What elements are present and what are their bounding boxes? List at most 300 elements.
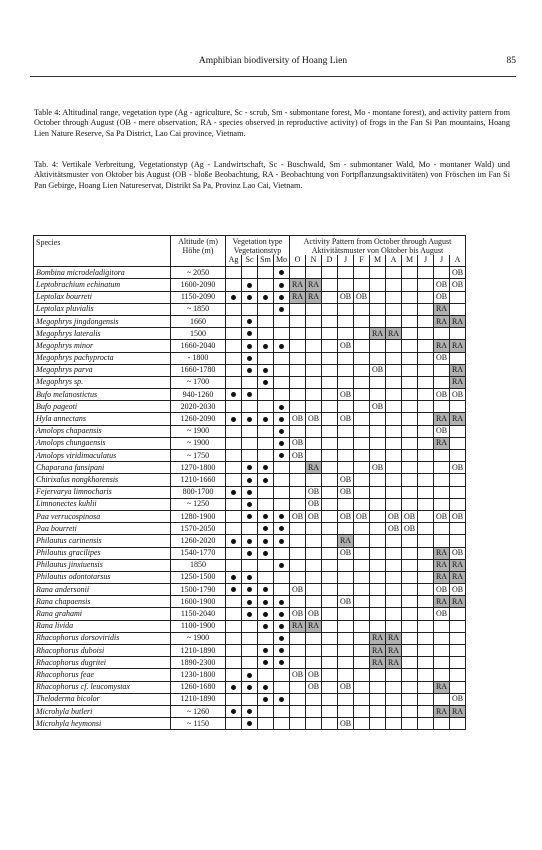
- activity-cell: RA: [450, 571, 466, 583]
- vegetation-cell: [274, 620, 290, 632]
- activity-cell: [290, 596, 306, 608]
- activity-cell: OB: [338, 718, 354, 730]
- activity-cell: [322, 632, 338, 644]
- vegetation-cell: [274, 267, 290, 279]
- activity-cell: RA: [370, 328, 386, 340]
- vegetation-cell: [258, 535, 274, 547]
- presence-dot-icon: [263, 539, 268, 544]
- table-row: [34, 571, 466, 583]
- activity-cell: [290, 693, 306, 705]
- month-col-header: F: [354, 255, 370, 267]
- species-name: Fejervarya limnocharis: [34, 486, 171, 498]
- table-row: [34, 425, 466, 437]
- activity-cell: [354, 718, 370, 730]
- activity-cell: [450, 486, 466, 498]
- vegetation-header-en: Vegetation type: [232, 237, 283, 246]
- activity-cell: OB: [386, 523, 402, 535]
- presence-dot-icon: [279, 270, 284, 275]
- species-name: Megophrys pachyprocta: [34, 352, 171, 364]
- activity-cell: OB: [434, 584, 450, 596]
- presence-dot-icon: [263, 478, 268, 483]
- activity-cell: [402, 376, 418, 388]
- activity-cell: OB: [338, 681, 354, 693]
- table-row: [34, 498, 466, 510]
- activity-cell: [290, 267, 306, 279]
- activity-cell: [450, 523, 466, 535]
- vegetation-cell: [274, 632, 290, 644]
- vegetation-cell: [242, 669, 258, 681]
- vegetation-cell: [226, 608, 242, 620]
- altitude-range: 1260-2090: [171, 413, 226, 425]
- vegetation-cell: [226, 474, 242, 486]
- activity-cell: [418, 669, 434, 681]
- presence-dot-icon: [263, 380, 268, 385]
- species-name: Rhacophorus dorsoviridis: [34, 632, 171, 644]
- activity-cell: OB: [402, 510, 418, 522]
- presence-dot-icon: [231, 417, 236, 422]
- table-row: [34, 291, 466, 303]
- altitude-range: 1230-1800: [171, 669, 226, 681]
- activity-cell: RA: [434, 559, 450, 571]
- activity-cell: [322, 340, 338, 352]
- activity-cell: RA: [450, 315, 466, 327]
- vegetation-cell: [242, 547, 258, 559]
- species-name: Bombina microdeladigitora: [34, 267, 171, 279]
- presence-dot-icon: [231, 490, 236, 495]
- activity-cell: [434, 693, 450, 705]
- activity-cell: [450, 535, 466, 547]
- activity-cell: OB: [306, 413, 322, 425]
- activity-cell: [402, 425, 418, 437]
- altitude-range: 1280-1900: [171, 510, 226, 522]
- activity-cell: OB: [338, 486, 354, 498]
- month-col-header: A: [450, 255, 466, 267]
- activity-cell: [338, 608, 354, 620]
- table-row: [34, 364, 466, 376]
- presence-dot-icon: [247, 319, 252, 324]
- activity-cell: [434, 401, 450, 413]
- vegetation-cell: [274, 535, 290, 547]
- activity-cell: [322, 425, 338, 437]
- activity-cell: RA: [434, 340, 450, 352]
- activity-cell: [354, 364, 370, 376]
- activity-cell: RA: [386, 645, 402, 657]
- activity-cell: [322, 303, 338, 315]
- activity-cell: [418, 559, 434, 571]
- activity-cell: [370, 523, 386, 535]
- vegetation-cell: [274, 352, 290, 364]
- vegetation-cell: [226, 315, 242, 327]
- activity-cell: [434, 376, 450, 388]
- presence-dot-icon: [263, 417, 268, 422]
- vegetation-header-de: Vegetationstyp: [233, 246, 282, 255]
- activity-cell: [322, 681, 338, 693]
- activity-cell: [402, 279, 418, 291]
- activity-cell: OB: [290, 608, 306, 620]
- activity-cell: [402, 315, 418, 327]
- table-row: [34, 705, 466, 717]
- activity-cell: OB: [290, 510, 306, 522]
- activity-cell: [402, 498, 418, 510]
- altitude-range: 1500: [171, 328, 226, 340]
- activity-cell: [402, 620, 418, 632]
- vegetation-cell: [226, 389, 242, 401]
- species-name: Leptolax bourreti: [34, 291, 171, 303]
- table-row: [34, 608, 466, 620]
- activity-cell: [450, 632, 466, 644]
- vegetation-col-header: Sm: [258, 255, 274, 267]
- activity-cell: [370, 376, 386, 388]
- vegetation-cell: [258, 291, 274, 303]
- vegetation-cell: [274, 681, 290, 693]
- vegetation-col-header: Ag: [226, 255, 242, 267]
- presence-dot-icon: [263, 526, 268, 531]
- activity-cell: [338, 437, 354, 449]
- running-title: Amphibian biodiversity of Hoang Lien: [198, 56, 348, 66]
- table-row: [34, 303, 466, 315]
- activity-cell: RA: [450, 340, 466, 352]
- vegetation-cell: [242, 718, 258, 730]
- activity-cell: OB: [450, 279, 466, 291]
- species-name: Rhacophorus dugritei: [34, 657, 171, 669]
- activity-cell: [354, 632, 370, 644]
- activity-cell: [450, 620, 466, 632]
- activity-cell: RA: [434, 547, 450, 559]
- presence-dot-icon: [247, 539, 252, 544]
- activity-cell: [322, 559, 338, 571]
- presence-dot-icon: [231, 575, 236, 580]
- activity-cell: OB: [450, 462, 466, 474]
- activity-header-en: Activity Pattern from October through August: [303, 237, 452, 246]
- activity-cell: OB: [338, 474, 354, 486]
- presence-dot-icon: [247, 673, 252, 678]
- activity-cell: [418, 450, 434, 462]
- activity-cell: [322, 571, 338, 583]
- activity-cell: [322, 486, 338, 498]
- species-name: Microhyla heymonsi: [34, 718, 171, 730]
- table-row: [34, 267, 466, 279]
- activity-cell: [290, 498, 306, 510]
- altitude-range: 1260-2020: [171, 535, 226, 547]
- vegetation-cell: [274, 657, 290, 669]
- presence-dot-icon: [263, 368, 268, 373]
- activity-cell: [402, 450, 418, 462]
- activity-cell: [402, 535, 418, 547]
- activity-cell: RA: [386, 657, 402, 669]
- activity-cell: [386, 340, 402, 352]
- altitude-header-en: Altitude (m): [178, 237, 218, 246]
- vegetation-col-header: Sc: [242, 255, 258, 267]
- table-row: [34, 352, 466, 364]
- vegetation-col-header: Mo: [274, 255, 290, 267]
- table-row: [34, 376, 466, 388]
- altitude-range: 2020-2030: [171, 401, 226, 413]
- activity-cell: [306, 559, 322, 571]
- activity-cell: [386, 669, 402, 681]
- activity-cell: [386, 364, 402, 376]
- presence-dot-icon: [279, 636, 284, 641]
- activity-cell: [418, 340, 434, 352]
- altitude-header-de: Höhe (m): [182, 246, 214, 255]
- vegetation-cell: [258, 693, 274, 705]
- activity-cell: [402, 718, 418, 730]
- activity-cell: [322, 608, 338, 620]
- presence-dot-icon: [247, 612, 252, 617]
- activity-cell: [354, 303, 370, 315]
- activity-cell: [290, 535, 306, 547]
- activity-cell: [290, 632, 306, 644]
- altitude-range: ~ 1850: [171, 303, 226, 315]
- vegetation-cell: [274, 510, 290, 522]
- species-name: Microhyla butleri: [34, 705, 171, 717]
- vegetation-cell: [226, 486, 242, 498]
- activity-cell: [290, 364, 306, 376]
- activity-cell: [354, 340, 370, 352]
- activity-cell: OB: [338, 291, 354, 303]
- activity-cell: [418, 608, 434, 620]
- activity-cell: [418, 620, 434, 632]
- altitude-range: 1250-1500: [171, 571, 226, 583]
- activity-cell: RA: [450, 413, 466, 425]
- activity-cell: [354, 425, 370, 437]
- presence-dot-icon: [279, 624, 284, 629]
- vegetation-cell: [226, 571, 242, 583]
- table-row: [34, 279, 466, 291]
- species-header: Species: [34, 236, 171, 267]
- table-row: [34, 718, 466, 730]
- species-name: Megophrys parva: [34, 364, 171, 376]
- activity-cell: [434, 535, 450, 547]
- activity-cell: [322, 535, 338, 547]
- vegetation-cell: [242, 632, 258, 644]
- vegetation-cell: [242, 510, 258, 522]
- activity-cell: [322, 450, 338, 462]
- vegetation-cell: [274, 486, 290, 498]
- species-name: Chaparana fansipani: [34, 462, 171, 474]
- activity-cell: [338, 425, 354, 437]
- month-col-header: M: [370, 255, 386, 267]
- species-table: [33, 235, 466, 730]
- presence-dot-icon: [279, 697, 284, 702]
- vegetation-cell: [274, 376, 290, 388]
- activity-cell: [322, 389, 338, 401]
- activity-cell: OB: [338, 510, 354, 522]
- table-row: [34, 559, 466, 571]
- activity-cell: OB: [306, 681, 322, 693]
- altitude-range: 1150-2090: [171, 291, 226, 303]
- activity-cell: [354, 498, 370, 510]
- vegetation-cell: [242, 267, 258, 279]
- vegetation-cell: [258, 547, 274, 559]
- vegetation-cell: [274, 413, 290, 425]
- vegetation-cell: [274, 425, 290, 437]
- month-col-header: J: [338, 255, 354, 267]
- activity-cell: [418, 389, 434, 401]
- activity-cell: [354, 535, 370, 547]
- presence-dot-icon: [263, 685, 268, 690]
- activity-cell: [450, 352, 466, 364]
- activity-cell: RA: [434, 315, 450, 327]
- vegetation-cell: [226, 437, 242, 449]
- activity-cell: [322, 693, 338, 705]
- table-row: [34, 474, 466, 486]
- presence-dot-icon: [279, 307, 284, 312]
- month-col-header: D: [322, 255, 338, 267]
- activity-cell: [322, 413, 338, 425]
- activity-cell: [402, 291, 418, 303]
- vegetation-cell: [258, 571, 274, 583]
- presence-dot-icon: [279, 563, 284, 568]
- table-row: [34, 340, 466, 352]
- vegetation-cell: [242, 462, 258, 474]
- vegetation-cell: [242, 389, 258, 401]
- activity-cell: OB: [434, 279, 450, 291]
- presence-dot-icon: [279, 417, 284, 422]
- activity-cell: [418, 462, 434, 474]
- activity-cell: [418, 681, 434, 693]
- activity-cell: [322, 267, 338, 279]
- presence-dot-icon: [279, 344, 284, 349]
- activity-cell: OB: [338, 340, 354, 352]
- activity-cell: OB: [354, 291, 370, 303]
- activity-cell: [370, 608, 386, 620]
- activity-cell: OB: [290, 584, 306, 596]
- presence-dot-icon: [263, 600, 268, 605]
- month-col-header: N: [306, 255, 322, 267]
- activity-cell: [306, 693, 322, 705]
- activity-cell: [354, 584, 370, 596]
- species-name: Theloderma bicolor: [34, 693, 171, 705]
- activity-cell: [370, 559, 386, 571]
- species-name: Amolops viridimaculatus: [34, 450, 171, 462]
- table-row: [34, 693, 466, 705]
- species-name: Rhacophorus cf. leucomystax: [34, 681, 171, 693]
- activity-cell: [306, 645, 322, 657]
- presence-dot-icon: [247, 490, 252, 495]
- presence-dot-icon: [247, 392, 252, 397]
- activity-cell: [434, 523, 450, 535]
- vegetation-cell: [226, 693, 242, 705]
- activity-cell: [402, 340, 418, 352]
- activity-cell: [418, 425, 434, 437]
- activity-cell: [338, 584, 354, 596]
- presence-dot-icon: [279, 295, 284, 300]
- activity-cell: [434, 328, 450, 340]
- activity-cell: [402, 645, 418, 657]
- vegetation-cell: [226, 303, 242, 315]
- activity-cell: [434, 462, 450, 474]
- activity-cell: [290, 389, 306, 401]
- activity-cell: [386, 705, 402, 717]
- vegetation-cell: [274, 401, 290, 413]
- altitude-range: 1150-2040: [171, 608, 226, 620]
- altitude-range: 1100-1900: [171, 620, 226, 632]
- vegetation-cell: [258, 315, 274, 327]
- table-row: [34, 584, 466, 596]
- activity-cell: [450, 645, 466, 657]
- species-name: Rana chapaensis: [34, 596, 171, 608]
- species-name: Chirixalus nongkhorensis: [34, 474, 171, 486]
- activity-cell: OB: [338, 389, 354, 401]
- activity-cell: [338, 632, 354, 644]
- presence-dot-icon: [263, 648, 268, 653]
- activity-cell: [386, 718, 402, 730]
- activity-cell: [402, 571, 418, 583]
- activity-cell: [338, 267, 354, 279]
- activity-cell: [386, 267, 402, 279]
- vegetation-cell: [258, 474, 274, 486]
- activity-cell: [402, 328, 418, 340]
- activity-cell: OB: [370, 401, 386, 413]
- vegetation-cell: [242, 657, 258, 669]
- activity-cell: [322, 657, 338, 669]
- activity-cell: [402, 705, 418, 717]
- vegetation-cell: [242, 608, 258, 620]
- activity-cell: [306, 401, 322, 413]
- vegetation-cell: [226, 401, 242, 413]
- activity-cell: [450, 303, 466, 315]
- presence-dot-icon: [279, 405, 284, 410]
- activity-cell: [450, 437, 466, 449]
- activity-header: [290, 236, 466, 256]
- activity-cell: [386, 425, 402, 437]
- species-name: Megophrys jingdongensis: [34, 315, 171, 327]
- activity-cell: [354, 413, 370, 425]
- altitude-range: 1600-1900: [171, 596, 226, 608]
- altitude-range: 1660: [171, 315, 226, 327]
- activity-cell: [290, 571, 306, 583]
- altitude-range: 1210-1890: [171, 645, 226, 657]
- activity-cell: [450, 328, 466, 340]
- activity-cell: [322, 352, 338, 364]
- species-name: Megophrys sp.: [34, 376, 171, 388]
- altitude-range: 1570-2050: [171, 523, 226, 535]
- activity-cell: RA: [306, 279, 322, 291]
- vegetation-cell: [226, 559, 242, 571]
- activity-cell: [434, 474, 450, 486]
- activity-cell: [434, 364, 450, 376]
- activity-cell: OB: [434, 352, 450, 364]
- activity-cell: OB: [434, 510, 450, 522]
- activity-cell: [306, 596, 322, 608]
- activity-cell: [402, 693, 418, 705]
- species-name: Paa bourreti: [34, 523, 171, 535]
- activity-cell: [402, 364, 418, 376]
- vegetation-cell: [274, 340, 290, 352]
- activity-cell: [418, 632, 434, 644]
- caption-german: Tab. 4: Vertikale Verbreitung, Vegetationstyp (Ag - Landwirtschaft, Sc - Buschwald, Sm - submontaner Wald, Mo - montaner Wald) und Aktivitätsmuster von Oktober bis August (OB - bloße Beobachtung, RA - Beobachtung von Fortpflanzungsaktivitäten) von Fröschen im Fan Si Pan Gebirge, Hoang Lien Natureservat, Distrikt Sa Pa, Provinz Lao Cai, Vietnam.: [34, 160, 510, 190]
- species-name: Amolops chapaensis: [34, 425, 171, 437]
- activity-cell: RA: [370, 657, 386, 669]
- activity-cell: [354, 705, 370, 717]
- vegetation-cell: [242, 705, 258, 717]
- presence-dot-icon: [247, 600, 252, 605]
- activity-cell: [306, 535, 322, 547]
- vegetation-cell: [242, 364, 258, 376]
- presence-dot-icon: [279, 453, 284, 458]
- page-number: 85: [506, 56, 516, 66]
- activity-cell: OB: [434, 608, 450, 620]
- activity-cell: [338, 559, 354, 571]
- activity-cell: [306, 657, 322, 669]
- activity-cell: [418, 437, 434, 449]
- activity-cell: [354, 645, 370, 657]
- activity-cell: [450, 401, 466, 413]
- species-name: Paa verrucospinosa: [34, 510, 171, 522]
- activity-cell: [338, 376, 354, 388]
- activity-cell: [354, 462, 370, 474]
- activity-cell: [386, 596, 402, 608]
